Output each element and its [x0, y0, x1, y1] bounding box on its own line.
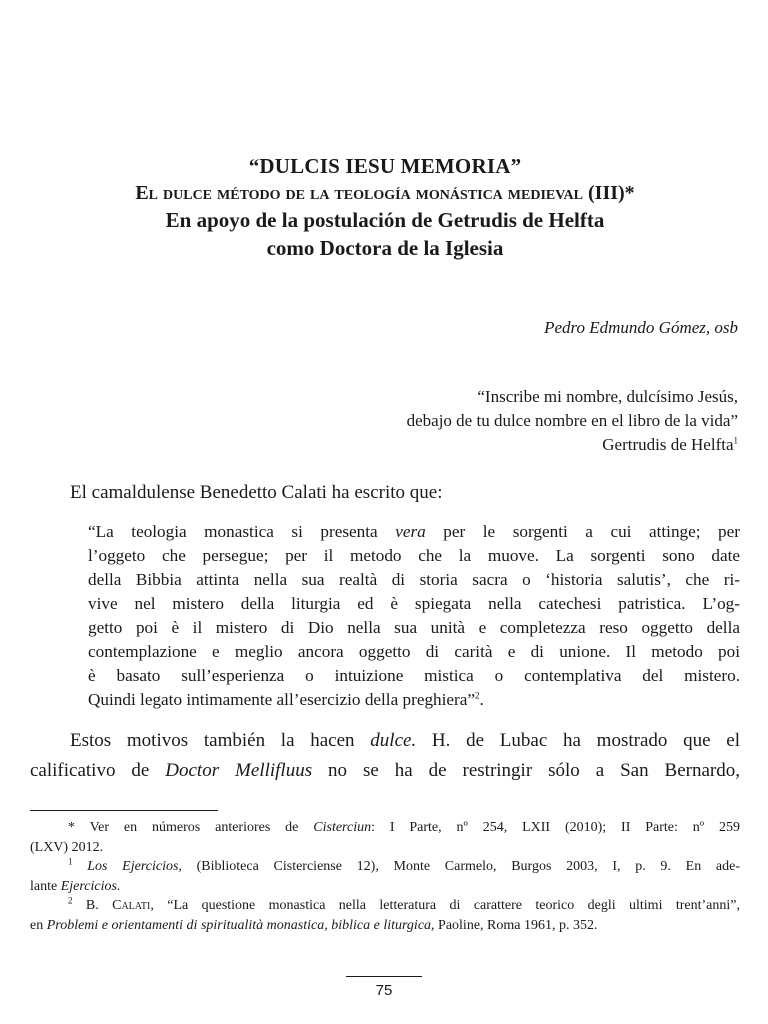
- footnote-emphasis: Cisterciun: [313, 820, 372, 835]
- quote-line: getto poi è il mistero di Dio nella sua unità e completezza reso oggetto della: [88, 618, 740, 637]
- footnote-1: [30, 857, 740, 877]
- footnote-marker: 2: [68, 895, 73, 906]
- footnote-text: : I Parte, nº 254, LXII (2010); II Parte: nº 259: [371, 820, 740, 835]
- footnote-text: lante: [30, 878, 61, 894]
- footnote-author: Calati: [112, 898, 151, 913]
- quote-text: per le sorgenti a cui attinge; per: [425, 522, 741, 541]
- quote-text: .: [479, 690, 484, 709]
- footnote-text: B.: [72, 898, 113, 913]
- quote-emphasis: vera: [395, 522, 426, 541]
- footnote-2-cont: [30, 916, 740, 936]
- block-quote: [88, 520, 740, 712]
- body-text: Estos motivos también la hacen: [70, 730, 371, 751]
- footnote-star: [30, 818, 740, 838]
- footnote-star-cont: (LXV) 2012.: [30, 839, 104, 855]
- body-emphasis: dulce.: [370, 730, 417, 751]
- epigraph-line-2: debajo de tu dulce nombre en el libro de la vida”: [406, 411, 738, 430]
- quote-line: vive nel mistero della liturgia ed è spiegata nella catechesi patristica. L’og-: [88, 594, 740, 613]
- article-title: “DULCIS IESU MEMORIA”: [248, 154, 522, 178]
- footnote-2: [30, 896, 740, 916]
- footnote-text: en: [30, 917, 47, 933]
- footnotes: [30, 818, 740, 935]
- body-emphasis: Doctor Mellifluus: [165, 760, 313, 781]
- quote-line: contemplazione e meglio ancora oggetto di carità e di unione. Il metodo poi: [88, 642, 740, 661]
- quote-text: Quindi legato intimamente all’esercizio della preghiera”: [88, 690, 476, 709]
- intro-sentence: El camaldulense Benedetto Calati ha escrito que:: [70, 482, 443, 503]
- footnote-emphasis: Problemi e orientamenti di spiritualità monastica, biblica e liturgica: [46, 917, 432, 933]
- epigraph-author: Gertrudis de Helfta: [602, 435, 734, 454]
- author-name: Pedro Edmundo Gómez, osb: [544, 318, 738, 337]
- footnote-text: , Paoline, Roma 1961, p. 352.: [431, 917, 598, 933]
- footnote-text: , “La questione monastica nella letteratura di carattere teorico degli ultimi trent’anni”,: [150, 898, 740, 913]
- body-text: no se ha de restringir sólo a San Bernardo,: [312, 760, 740, 781]
- quote-line: [88, 520, 740, 544]
- quote-text: “La teologia monastica si presenta: [88, 522, 396, 541]
- footnote-emphasis: Ejercicios.: [60, 878, 121, 894]
- footnote-ref-1[interactable]: 1: [733, 435, 738, 446]
- epigraph: [218, 385, 738, 457]
- body-line: [30, 726, 740, 756]
- body-text: calificativo de: [30, 760, 166, 781]
- footnote-divider: [30, 810, 218, 811]
- footnote-marker: 1: [68, 856, 73, 867]
- footnote-text: * Ver en números anteriores de: [68, 820, 314, 835]
- body-paragraph: [30, 726, 740, 786]
- footnote-1-cont: [30, 877, 740, 897]
- quote-line: l’oggeto che persegue; per il metodo che la muove. La sorgenti sono date: [88, 546, 740, 565]
- body-line: [30, 756, 740, 786]
- footnote-text: (Biblioteca Cisterciense 12), Monte Carmelo, Burgos 2003, I, p. 9. En ade-: [181, 859, 740, 874]
- body-text: H. de Lubac ha mostrado que el: [416, 730, 741, 751]
- epigraph-line-1: “Inscribe mi nombre, dulcísimo Jesús,: [477, 387, 738, 406]
- page-number: 75: [375, 982, 393, 999]
- epigraph-attribution: [218, 433, 738, 457]
- title-block: [30, 152, 740, 262]
- article-subtitle-line-1: En apoyo de la postulación de Getrudis de Helfta: [165, 208, 605, 232]
- page-number-rule: [346, 976, 422, 977]
- article-subtitle-line-2: como Doctora de la Iglesia: [266, 236, 504, 260]
- quote-line: della Bibbia attinta nella sua realtà di storia sacra o ‘historia salutis’, che ri-: [88, 570, 740, 589]
- article-series-title: El dulce método de la teología monástica medieval (III)*: [135, 182, 635, 204]
- footnote-ref-2[interactable]: 2: [475, 690, 480, 701]
- footnote-emphasis: Los Ejercicios,: [87, 859, 182, 874]
- quote-line: è basato sull’esperienza o intuizione mistica o contemplativa del mistero.: [88, 666, 740, 685]
- quote-line: [88, 688, 740, 712]
